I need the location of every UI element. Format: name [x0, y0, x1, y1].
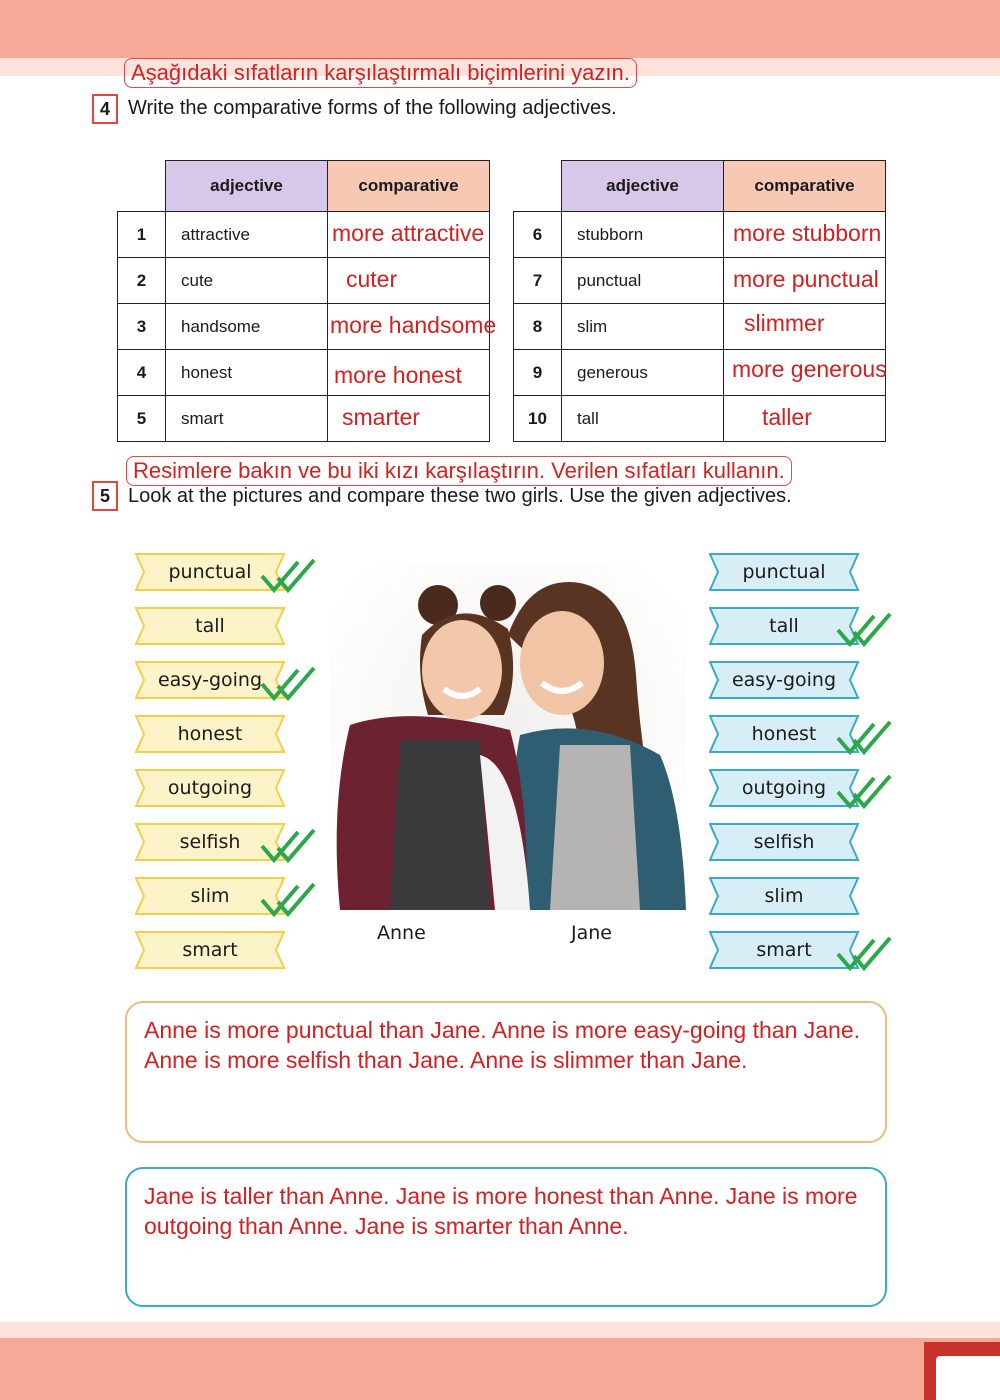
row-number: 9	[514, 350, 562, 396]
tag-label: outgoing	[741, 777, 827, 799]
tag-label: smart	[182, 939, 238, 961]
adjective-tag	[709, 661, 859, 699]
row-number: 2	[118, 258, 166, 304]
header-adjective: adjective	[562, 161, 724, 212]
check-mark-icon	[836, 934, 894, 974]
row-adjective: stubborn	[562, 212, 724, 258]
adjective-tag	[135, 931, 285, 969]
table-row	[514, 258, 886, 304]
table-row	[118, 304, 490, 350]
row-adjective: honest	[166, 350, 328, 396]
ex4-translation: Aşağıdaki sıfatların karşılaştırmalı biçimlerini yazın.	[124, 58, 637, 88]
table-row	[514, 396, 886, 442]
row-number: 5	[118, 396, 166, 442]
check-mark-icon	[260, 556, 318, 596]
tag-label: easy-going	[157, 669, 263, 691]
row-adjective: cute	[166, 258, 328, 304]
table-row	[118, 212, 490, 258]
row-answer: more attractive	[332, 220, 485, 246]
row-number: 4	[118, 350, 166, 396]
check-mark-icon	[260, 880, 318, 920]
tag-label: tall	[769, 615, 799, 637]
check-mark-icon	[836, 718, 894, 758]
tag-label: slim	[764, 885, 804, 907]
row-number: 10	[514, 396, 562, 442]
check-mark-icon	[836, 772, 894, 812]
bottom-band	[0, 1338, 1000, 1400]
row-answer: smarter	[342, 404, 420, 430]
header-comparative: comparative	[724, 161, 886, 212]
tag-label: slim	[190, 885, 230, 907]
row-answer: more stubborn	[733, 220, 882, 246]
caption-anne: Anne	[377, 922, 426, 944]
comparative-table-left	[117, 160, 497, 442]
header-comparative: comparative	[328, 161, 490, 212]
ex5-translation: Resimlere bakın ve bu iki kızı karşılaştırın. Verilen sıfatları kullanın.	[126, 456, 792, 486]
tag-label: easy-going	[731, 669, 837, 691]
table-row	[514, 304, 886, 350]
row-answer: more punctual	[733, 266, 879, 292]
table-row	[514, 350, 886, 396]
row-number: 6	[514, 212, 562, 258]
top-band	[0, 0, 1000, 58]
ex5-instruction: Look at the pictures and compare these two girls. Use the given adjectives.	[128, 485, 792, 507]
adjective-tag	[135, 607, 285, 645]
answer-box-jane[interactable]: Jane is taller than Anne. Jane is more honest than Anne. Jane is more outgoing than Anne. Jane is smarter than Anne.	[125, 1167, 887, 1307]
row-adjective: slim	[562, 304, 724, 350]
photo-two-girls	[330, 565, 686, 910]
check-mark-icon	[836, 610, 894, 650]
row-answer: cuter	[346, 266, 398, 292]
header-adjective: adjective	[166, 161, 328, 212]
ex4-number: 4	[92, 94, 118, 124]
check-mark-icon	[260, 664, 318, 704]
row-adjective: tall	[562, 396, 724, 442]
row-number: 8	[514, 304, 562, 350]
table-row	[118, 258, 490, 304]
row-adjective: generous	[562, 350, 724, 396]
row-answer: slimmer	[744, 310, 825, 336]
adjective-tag	[709, 553, 859, 591]
ex5-number: 5	[92, 481, 118, 511]
table-row	[118, 350, 490, 396]
tag-label: selfish	[753, 831, 815, 853]
row-answer: more honest	[334, 362, 462, 388]
tag-label: honest	[751, 723, 817, 745]
tag-label: smart	[756, 939, 812, 961]
row-adjective: smart	[166, 396, 328, 442]
tag-label: tall	[195, 615, 225, 637]
row-answer: more handsome	[330, 312, 497, 338]
comparative-table-right	[513, 160, 886, 442]
adjective-tag	[709, 823, 859, 861]
adjective-tag	[135, 769, 285, 807]
row-number: 7	[514, 258, 562, 304]
tag-label: outgoing	[167, 777, 253, 799]
page-corner-inner	[936, 1356, 1000, 1400]
caption-jane: Jane	[571, 922, 612, 944]
row-adjective: punctual	[562, 258, 724, 304]
tag-label: selfish	[179, 831, 241, 853]
adjective-tag	[135, 715, 285, 753]
girls-illustration	[330, 565, 686, 910]
table-row	[514, 212, 886, 258]
tag-label: punctual	[742, 561, 826, 583]
adjective-tag	[709, 877, 859, 915]
tag-label: honest	[177, 723, 243, 745]
row-adjective: handsome	[166, 304, 328, 350]
row-answer: taller	[762, 404, 812, 430]
check-mark-icon	[260, 826, 318, 866]
ex4-instruction: Write the comparative forms of the following adjectives.	[128, 97, 617, 119]
row-number: 1	[118, 212, 166, 258]
row-adjective: attractive	[166, 212, 328, 258]
table-row	[118, 396, 490, 442]
row-answer: more generous	[732, 356, 887, 382]
bottom-band-light	[0, 1322, 1000, 1338]
tag-label: punctual	[168, 561, 252, 583]
answer-box-anne[interactable]: Anne is more punctual than Jane. Anne is more easy-going than Jane. Anne is more selfish than Jane. Anne is slimmer than Jane.	[125, 1001, 887, 1143]
row-number: 3	[118, 304, 166, 350]
